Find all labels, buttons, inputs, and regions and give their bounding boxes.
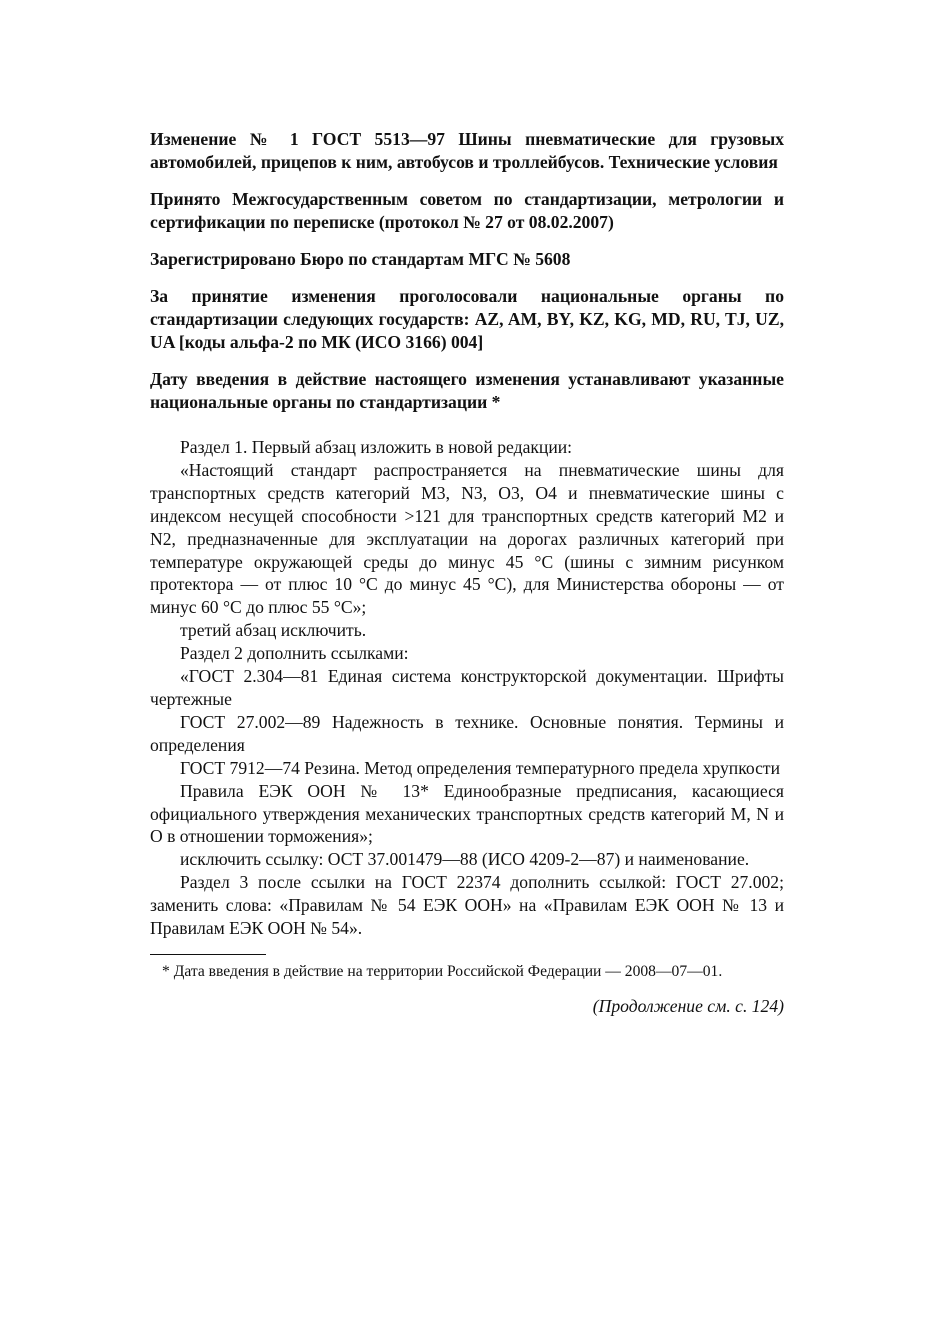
paragraph: ГОСТ 27.002—89 Надежность в технике. Основные понятия. Термины и определения <box>150 711 784 755</box>
amendment-body <box>150 436 784 940</box>
document-page <box>150 128 784 1017</box>
paragraph: Раздел 1. Первый абзац изложить в новой редакции: <box>180 437 573 457</box>
paragraph: «ГОСТ 2.304—81 Единая система конструкторской документации. Шрифты чертежные <box>150 666 784 709</box>
registration-note: Зарегистрировано Бюро по стандартам МГС № 5608 <box>150 249 571 269</box>
continuation-note: (Продолжение см. с. 124) <box>592 995 784 1016</box>
paragraph: Правила ЕЭК ООН № 13* Единообразные предписания, касающиеся официального утверждения механических транспортных средств категорий М, N и О в отношении торможения»; <box>150 780 784 847</box>
paragraph: Раздел 2 дополнить ссылками: <box>180 643 409 664</box>
paragraph: ГОСТ 7912—74 Резина. Метод определения температурного предела хрупкости <box>180 757 780 778</box>
effective-date-note: Дату введения в действие настоящего изменения устанавливают указанные национальные органы по стандартизации * <box>150 369 784 412</box>
adoption-note: Принято Межгосударственным советом по стандартизации, метрологии и сертификации по переписке (протокол № 27 от 08.02.2007) <box>150 189 784 232</box>
voting-note: За принятие изменения проголосовали национальные органы по стандартизации следующих государств: AZ, AM, BY, KZ, KG, MD, RU, TJ, UZ, UA [коды альфа-2 по МК (ИСО 3166) 004] <box>150 286 784 352</box>
footnote-divider <box>150 954 266 955</box>
footnote: * Дата введения в действие на территории Российской Федерации — 2008—07—01. <box>162 962 723 980</box>
paragraph: «Настоящий стандарт распространяется на пневматические шины для транспортных средств категорий М3, N3, О3, О4 и пневматические шины с индексом несущей способности >121 для транспортных средств категорий М2 и N2, предназначенные для эксплуатации на дорогах различных категорий при температуре окружающей среды до минус 45 °С (шины с зимним рисунком протектора — от плюс 10 °С до минус 45 °С), для Министерства обороны — от минус 60 °С до плюс 55 °С»; <box>150 459 784 618</box>
paragraph: Раздел 3 после ссылки на ГОСТ 22374 дополнить ссылкой: ГОСТ 27.002; заменить слова: «Правилам № 54 ЕЭК ООН» на «Правилам ЕЭК ООН № 13 и Правилам ЕЭК ООН № 54». <box>150 872 784 939</box>
paragraph: исключить ссылку: ОСТ 37.001479—88 (ИСО 4209-2—87) и наименование. <box>180 849 750 870</box>
amendment-title: Изменение № 1 ГОСТ 5513—97 Шины пневматические для грузовых автомобилей, прицепов к ним, автобусов и троллейбусов. Технические условия <box>150 129 784 172</box>
paragraph: третий абзац исключить. <box>180 620 367 641</box>
